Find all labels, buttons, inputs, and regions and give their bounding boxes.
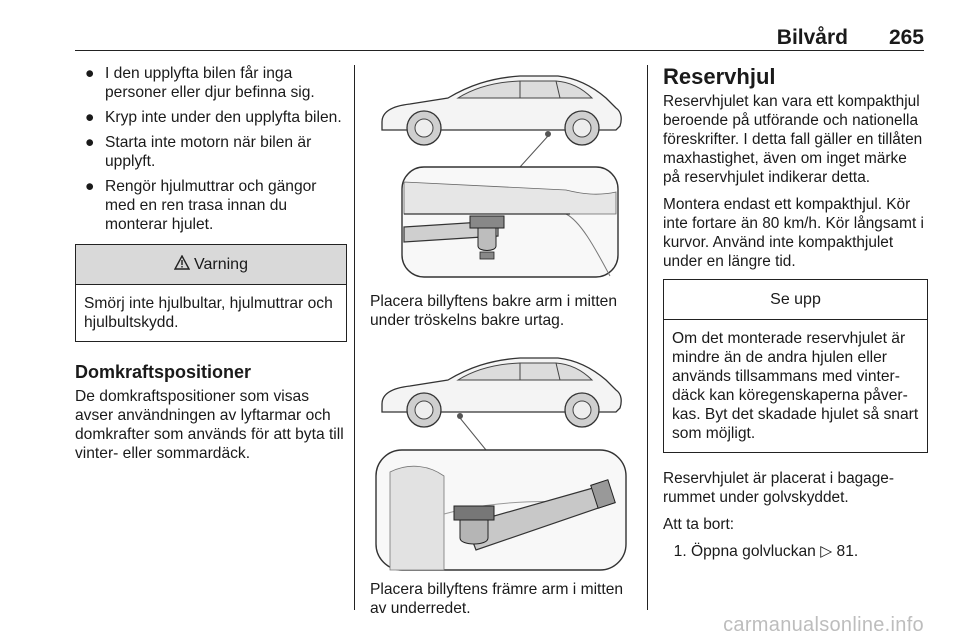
column-divider xyxy=(647,65,648,610)
column-divider xyxy=(354,65,355,610)
column-left xyxy=(75,64,347,471)
paragraph: Att ta bort: xyxy=(663,516,735,533)
rear-lift-point-illustration xyxy=(370,64,632,284)
page-reference: 81 xyxy=(836,543,854,560)
figure-caption: Placera billyftens bakre arm i mitten under tröskelns bakre urtag. xyxy=(370,293,617,329)
front-lift-point-illustration xyxy=(370,344,632,572)
paragraph: Reservhjulet är placerat i bagagerummet under golvskyddet. xyxy=(663,470,895,506)
warning-text: Smörj inte hjulbultar, hjulmuttrar och hjulbultskydd. xyxy=(84,295,333,331)
list-item: ● Kryp inte under den upplyfta bilen. xyxy=(85,109,342,126)
section-heading: Domkraftspositioner xyxy=(75,362,252,382)
column-right xyxy=(663,64,928,561)
steps-list xyxy=(663,542,928,561)
paragraph: Reservhjulet kan vara ett kompakthjul beroende på utförande och nationella föreskrifter. I detta fall gäller en tillåten maxhastighet, även om inget märke på reservhjulet indikerar detta. xyxy=(663,93,923,186)
header-rule xyxy=(75,50,924,51)
watermark: carmanualsonline.info xyxy=(723,614,924,636)
warning-icon xyxy=(174,255,190,275)
section-title-reservhjul: Reservhjul xyxy=(663,64,776,89)
list-item: ● I den upplyfta bilen får inga personer eller djur befinna sig. xyxy=(85,65,315,101)
column-middle xyxy=(370,64,632,632)
page-reference-icon: ▷ xyxy=(820,543,833,560)
figure-caption: Placera billyftens främre arm i mitten av underredet. xyxy=(370,581,624,617)
paragraph: De domkraftspositioner som visas avser användningen av lyftarmar och domkrafter som används för att byta till vinter- eller sommardäck. xyxy=(75,388,344,462)
warning-title: Varning xyxy=(194,255,248,273)
list-item: ● Starta inte motorn när bilen är upplyft. xyxy=(85,134,312,170)
notice-text: Om det monterade reservhjulet är mindre än de andra hjulen eller används tillsammans med vinterdäck kan köregenskaperna påverkas. Byt det skadade hjulet så snart som möjligt. xyxy=(672,330,919,442)
page-header xyxy=(0,0,960,50)
list-item: 1. Öppna golvluckan ▷ 81. xyxy=(691,542,928,561)
paragraph: Montera endast ett kompakthjul. Kör inte fortare än 80 km/h. Kör långsamt i kurvor. Använd inte kompakthjulet under en längre tid. xyxy=(663,196,924,270)
notice-box xyxy=(663,279,928,453)
bullet-list xyxy=(75,64,347,234)
warning-box xyxy=(75,244,347,342)
warning-box-header xyxy=(76,245,346,285)
page-number: 265 xyxy=(888,26,924,49)
section-title: Bilvård xyxy=(776,26,848,49)
notice-box-header: Se upp xyxy=(664,280,927,320)
list-item: ● Rengör hjulmuttrar och gängor med en ren trasa innan du monterar hjulet. xyxy=(85,178,317,233)
